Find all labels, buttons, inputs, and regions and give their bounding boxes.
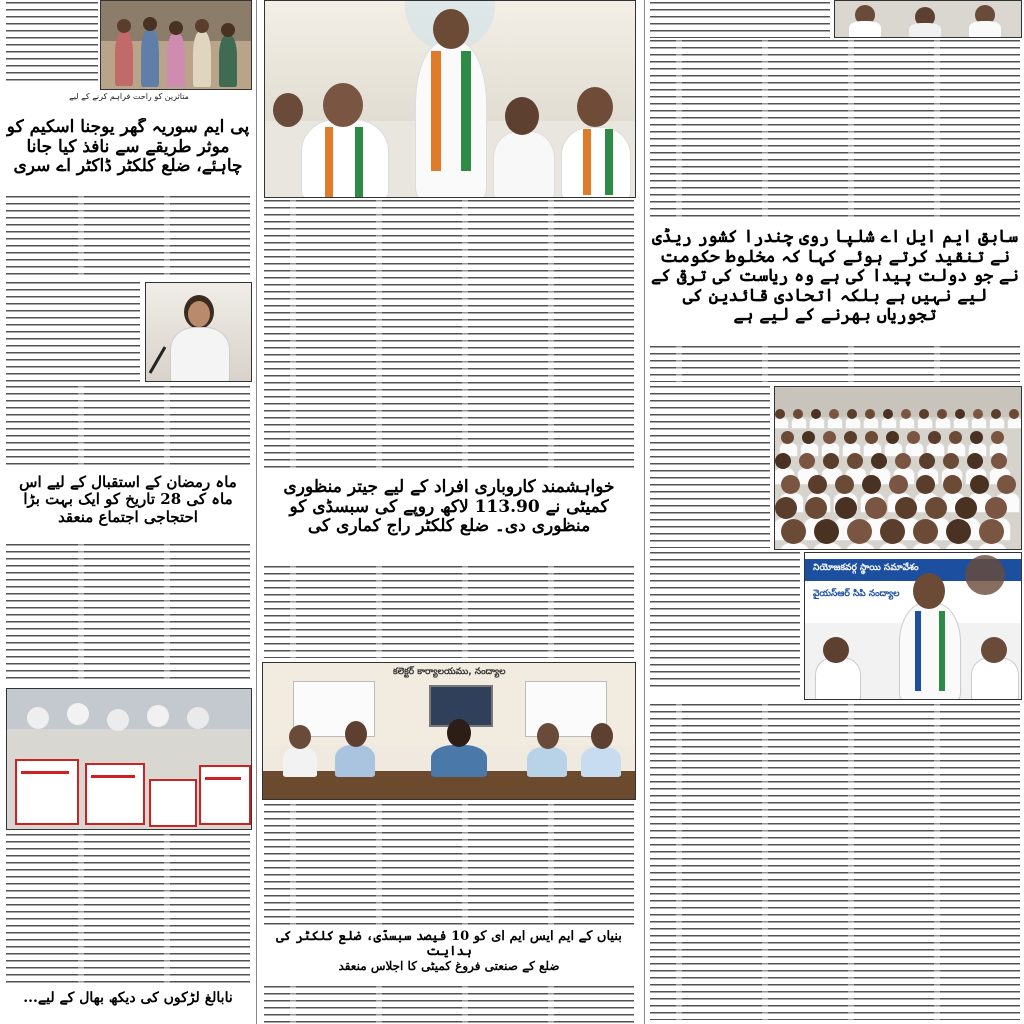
audience-head — [901, 409, 911, 419]
audience-head — [943, 453, 959, 469]
left-photo-caption: متاثرین کو راحت فراہم کرنے کے لیے — [69, 92, 189, 101]
center-article-text-2 — [264, 566, 634, 658]
center-bottom-headline: بنیاں کے ایم ایس ایم ای کو 10 فیصد سبسڈی، ضلع کلکٹر کی ہدایت — [276, 930, 622, 958]
audience-head — [946, 519, 971, 544]
left-article-text-4 — [6, 544, 250, 684]
audience-head — [916, 475, 935, 494]
audience-head — [781, 475, 800, 494]
audience-head — [991, 453, 1007, 469]
center-article-text-1 — [264, 200, 634, 472]
audience-head — [775, 453, 791, 469]
left-middle-headline: ماہ رمضان کے استقبال کے لیے اس ماہ کی 28 تاریخ کو ایک بہت بڑا احتجاجی اجتماع منعقد — [19, 474, 237, 526]
audience-head — [991, 409, 1001, 419]
audience-head — [970, 475, 989, 494]
audience-head — [823, 431, 836, 444]
audience-head — [919, 409, 929, 419]
audience-head — [970, 431, 983, 444]
protest-photo — [6, 688, 252, 830]
left-article-text-2 — [6, 282, 140, 382]
right-article-text-1 — [650, 40, 1020, 222]
column-rule-1 — [256, 0, 257, 1024]
audience-head — [847, 519, 872, 544]
audience-head — [775, 409, 785, 419]
right-article-text-2 — [650, 346, 1020, 382]
left-top-text — [6, 2, 98, 82]
center-bottom-headline-2: ضلع کے صنعتی فروغ کمیٹی کا اجلاس منعقد — [338, 960, 560, 973]
collector-meeting-photo — [262, 662, 636, 800]
audience-head — [793, 409, 803, 419]
audience-head — [955, 409, 965, 419]
audience-head — [835, 497, 857, 519]
audience-head — [814, 519, 839, 544]
audience-head — [799, 453, 815, 469]
audience-head — [919, 453, 935, 469]
audience-head — [997, 475, 1016, 494]
column-rule-2 — [644, 0, 645, 1024]
audience-head — [847, 409, 857, 419]
collector-portrait-photo — [145, 282, 252, 382]
audience-head — [865, 409, 875, 419]
audience-head — [886, 431, 899, 444]
audience-head — [973, 409, 983, 419]
audience-head — [811, 409, 821, 419]
audience-head — [781, 431, 794, 444]
audience-head — [781, 519, 806, 544]
audience-head — [835, 475, 854, 494]
audience-head — [907, 431, 920, 444]
left-article-text-5 — [6, 834, 250, 984]
audience-head — [802, 431, 815, 444]
audience-head — [949, 431, 962, 444]
audience-head — [862, 475, 881, 494]
audience-head — [829, 409, 839, 419]
audience-head — [871, 453, 887, 469]
banner-right-text-2: వైయస్ఆర్ సిపి నంద్యాల — [813, 589, 900, 599]
officials-photo — [834, 0, 1022, 38]
audience-head — [880, 519, 905, 544]
audience-head — [985, 497, 1007, 519]
audience-head — [979, 519, 1004, 544]
press-meet-photo — [264, 0, 636, 198]
audience-head — [895, 453, 911, 469]
audience-head — [967, 453, 983, 469]
center-main-headline: خواہشمند کاروباری افراد کے لیے جیتر منظوری کمیٹی نے 113.90 لاکھ روپے کی سبسڈی کو منظوری دی۔ ضلع کلکٹر راج کماری کی — [283, 478, 615, 537]
audience-head — [808, 475, 827, 494]
audience-head — [883, 409, 893, 419]
center-column — [258, 0, 642, 1024]
right-top-text-1 — [650, 2, 830, 38]
audience-head — [865, 431, 878, 444]
right-article-text-3 — [650, 386, 770, 548]
audience-head — [925, 497, 947, 519]
audience-head — [928, 431, 941, 444]
right-article-text-4 — [650, 552, 800, 688]
left-article-text-1 — [6, 196, 250, 278]
audience-member — [774, 417, 789, 429]
audience-head — [775, 497, 797, 519]
speaker-figure — [415, 41, 487, 198]
left-bottom-headline: نابالغ لڑکوں کی دیکھ بھال کے لیے... — [23, 990, 233, 1006]
center-article-text-3 — [264, 804, 634, 928]
audience-head — [805, 497, 827, 519]
banner-right-text: నియోజకవర్గ స్థాయి సమావేశం — [813, 563, 919, 573]
audience-head — [889, 475, 908, 494]
audience-head — [823, 453, 839, 469]
left-article-text-3 — [6, 386, 250, 470]
audience-head — [865, 497, 887, 519]
audience-head — [895, 497, 917, 519]
center-article-text-4 — [264, 986, 634, 1024]
right-main-headline: سابق ایم ایل اے شلپا روی چندرا کشور ریڈی نے تنقید کرتے ہوئے کہا کہ مخلوط حکومت نے جو دولت پیدا کی ہے وہ ریاست کی ترقی کے لیے نہیں ہے بلکہ اتحادی قائدین کی تجوریاں بھرنے کے لیے ہے — [651, 228, 1019, 326]
audience-head — [943, 475, 962, 494]
audience-photo — [774, 386, 1022, 550]
left-top-headline: پی ایم سوریہ گھر یوجنا اسکیم کو موثر طریقے سے نافذ کیا جانا چاہئے، ضلع کلکٹر ڈاکٹر اے سری — [6, 118, 250, 177]
right-article-text-5 — [650, 704, 1020, 1020]
right-column — [646, 0, 1024, 1024]
audience-head — [847, 453, 863, 469]
audience-head — [991, 431, 1004, 444]
audience-head — [844, 431, 857, 444]
audience-head — [913, 519, 938, 544]
hall-banner-text: కలెక్టర్ కార్యాలయము, నంద్యాల — [393, 667, 506, 677]
audience-head — [937, 409, 947, 419]
audience-head — [1009, 409, 1019, 419]
party-meeting-photo — [804, 552, 1022, 700]
audience-head — [955, 497, 977, 519]
left-column — [0, 0, 255, 1024]
children-photo — [100, 0, 252, 90]
